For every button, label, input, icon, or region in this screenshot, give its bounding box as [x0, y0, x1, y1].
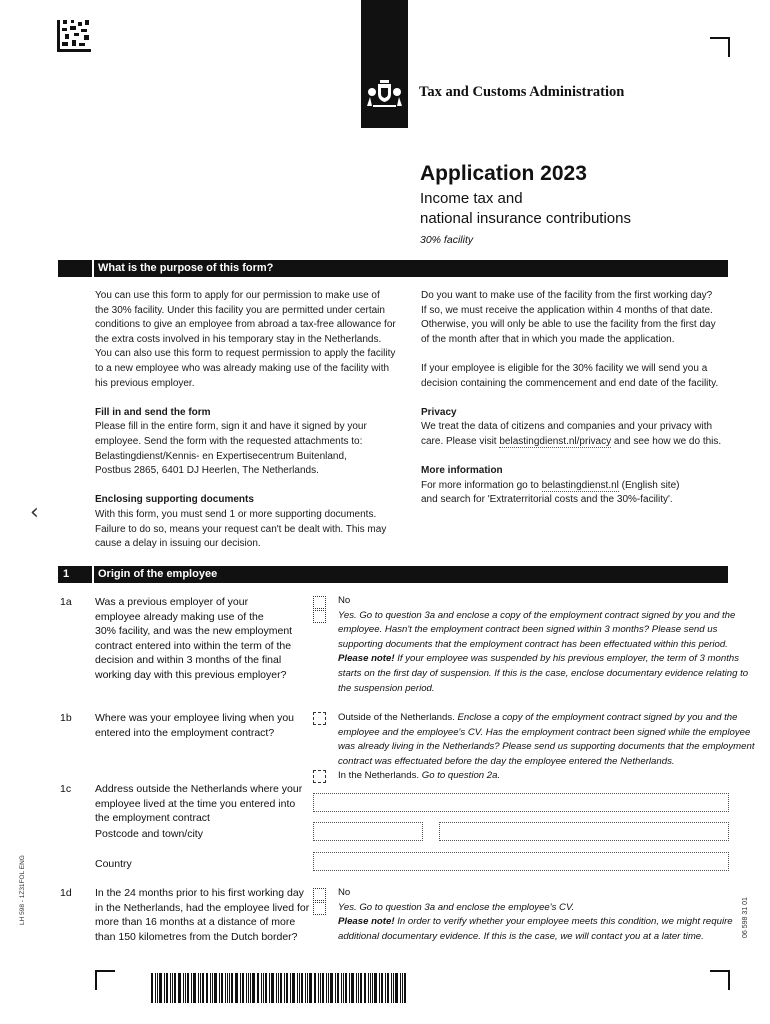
question-1c-text	[95, 782, 302, 826]
section-number: 1	[63, 568, 70, 580]
question-number: 1a	[60, 596, 72, 608]
barcode-bar	[235, 973, 238, 1003]
postcode-label: Postcode and town/city	[95, 828, 203, 840]
text-span: In order to verify whether your employee meets this condition, we might require	[394, 916, 733, 928]
barcode-bar	[372, 973, 373, 1003]
text-line: Please fill in the entire form, sign it and have it signed by your	[95, 421, 367, 433]
text-line: Postbus 2865, 6401 DJ Heerlen, The Netherlands.	[95, 465, 319, 477]
text-line: Address outside the Netherlands where your	[95, 783, 303, 795]
text-line: to a new employee who was already making use of the facility with	[95, 362, 390, 374]
chevron-left-icon: ‹	[30, 500, 39, 525]
barcode-bar	[370, 973, 371, 1003]
text-line: working day with this previous employer?	[95, 668, 287, 681]
checkbox-1a-no[interactable]	[313, 596, 326, 609]
text-line: the employment contract	[95, 812, 210, 825]
barcode-bar	[284, 973, 285, 1003]
barcode-bar	[229, 973, 230, 1003]
barcode-bar	[360, 973, 362, 1003]
crop-mark-bottom-right	[710, 970, 730, 990]
text-line: additional documentary evidence. If this is the case, we will contact you at a later time.	[338, 930, 704, 942]
barcode-bar	[280, 973, 282, 1003]
option-outside-label: Outside of the Netherlands.	[338, 712, 455, 723]
text-line: employee and the employee's CV. Has the employment contract been signed while the employee	[338, 726, 751, 738]
country-label: Country	[95, 858, 132, 870]
barcode-bar	[290, 973, 291, 1003]
text-line: starts on the first day of suspension. If this is the case, enclose documentary evidence relating to	[338, 667, 749, 679]
barcode-bar	[210, 973, 211, 1003]
text-line: cause a delay in issuing our decision.	[95, 538, 261, 550]
privacy-line	[421, 435, 721, 450]
barcode-bar	[246, 973, 247, 1003]
barcode-bar	[219, 973, 220, 1003]
text-line: decision and within 3 months of the final	[95, 654, 282, 667]
text-line: than 150 kilometres from the Dutch border?	[95, 930, 298, 943]
text-line: and search for 'Extraterritorial costs and the 30%-facility'.	[421, 494, 673, 506]
postcode-field[interactable]	[313, 822, 423, 841]
text-line: With this form, you must send 1 or more supporting documents.	[95, 508, 377, 520]
purpose-right-column	[421, 289, 721, 508]
barcode-bar	[358, 973, 359, 1003]
barcode-bar	[242, 973, 244, 1003]
option-no-label: No	[338, 887, 351, 898]
barcode-bar	[381, 973, 383, 1003]
text-span: Go to question 2a.	[419, 770, 501, 782]
barcode-bar	[214, 973, 217, 1003]
form-code-right: 06 598 31 01	[742, 897, 749, 938]
barcode-bar	[286, 973, 288, 1003]
barcode-bar	[368, 973, 369, 1003]
form-subtitle	[420, 189, 631, 229]
barcode-bar	[307, 973, 308, 1003]
privacy-heading: Privacy	[421, 406, 457, 418]
barcode-bar	[393, 973, 394, 1003]
question-number: 1c	[60, 783, 72, 795]
barcode-bar	[187, 973, 189, 1003]
text-line: If your employee is eligible for the 30% facility we will send you a	[421, 362, 708, 374]
checkbox-1b-outside[interactable]	[313, 712, 326, 725]
barcode-bar	[240, 973, 241, 1003]
barcode-bar	[185, 973, 186, 1003]
town-city-field[interactable]	[439, 822, 729, 841]
question-1a-options	[338, 594, 748, 696]
barcode-bar	[345, 973, 347, 1003]
text-line: the 30% facility. Under this facility you are permitted under certain	[95, 304, 385, 316]
barcode-bar	[271, 973, 274, 1003]
text-line: conditions to give an employee from abroad a tax-free allowance for	[95, 319, 396, 331]
barcode-bar	[400, 973, 401, 1003]
crop-mark-top-right	[710, 37, 730, 57]
barcode-bar	[231, 973, 233, 1003]
barcode-bar	[299, 973, 300, 1003]
barcode-bar	[159, 973, 162, 1003]
text-line: Where was your employee living when you	[95, 712, 295, 724]
barcode-bar	[320, 973, 321, 1003]
barcode-bar	[155, 973, 156, 1003]
barcode-bar	[227, 973, 228, 1003]
barcode-bar	[337, 973, 339, 1003]
barcode-bar	[193, 973, 196, 1003]
barcode-bar	[174, 973, 176, 1003]
text-line: of the month after that in which you made the application.	[421, 333, 675, 345]
text-line: employee. Hasn't the employment contract been signed within 3 months? Please send us	[338, 624, 718, 636]
barcode-bar	[257, 973, 259, 1003]
text-span: care. Please visit	[421, 435, 500, 447]
crop-mark-bottom-left	[95, 970, 115, 990]
question-1d-options	[338, 886, 733, 944]
text-line: Otherwise, you will only be able to use the facility from the first day	[421, 319, 716, 331]
barcode-bar	[395, 973, 398, 1003]
question-1b-text	[95, 711, 294, 740]
question-1b-options	[338, 711, 755, 784]
question-1d-text	[95, 886, 309, 944]
text-line: Failure to do so, means your request can't be dealt with. This may	[95, 523, 387, 535]
barcode-bar	[225, 973, 226, 1003]
text-line: Was a previous employer of your	[95, 596, 249, 608]
barcode-bar	[391, 973, 392, 1003]
barcode-bar	[212, 973, 213, 1003]
text-line: decision containing the commencement and end date of the facility.	[421, 377, 719, 389]
text-line: more than 16 months at a distance of more	[95, 916, 296, 929]
text-span: and see how we do this.	[611, 435, 722, 447]
barcode-bar	[379, 973, 380, 1003]
text-line: Do you want to make use of the facility from the first working day?	[421, 290, 713, 301]
checkbox-1b-netherlands[interactable]	[313, 770, 326, 783]
text-line: You can use this form to apply for our permission to make use of	[95, 290, 380, 301]
text-line: the suspension period.	[338, 682, 435, 694]
subtitle-line-1: Income tax and	[420, 190, 523, 207]
option-yes-label: Yes. Go to question 3a and enclose the employee's CV.	[338, 901, 575, 913]
more-info-line	[421, 479, 721, 494]
barcode-bar	[221, 973, 223, 1003]
text-line: employee lived at the time you entered into	[95, 797, 296, 810]
barcode-bar	[261, 973, 262, 1003]
barcode-bar	[309, 973, 312, 1003]
enclose-heading: Enclosing supporting documents	[95, 494, 254, 506]
barcode-bar	[166, 973, 168, 1003]
text-span: (English site)	[618, 479, 680, 491]
text-line: contract was effectuated before the day the employee entered the Netherlands.	[338, 755, 675, 767]
fill-heading: Fill in and send the form	[95, 406, 211, 418]
text-span: For more information go to	[421, 479, 542, 491]
section-heading: Origin of the employee	[98, 568, 218, 580]
barcode-bar	[335, 973, 336, 1003]
barcode-bar	[250, 973, 251, 1003]
barcode-bar	[191, 973, 192, 1003]
country-field[interactable]	[313, 852, 729, 871]
barcode-bar	[356, 973, 357, 1003]
question-1a-text	[95, 595, 292, 683]
barcode-bar	[170, 973, 171, 1003]
barcode-bar	[374, 973, 377, 1003]
text-line: You can also use this form to request permission to apply the facility	[95, 348, 396, 360]
text-line: employee already making use of the	[95, 610, 264, 623]
barcode-bar	[263, 973, 264, 1003]
barcode-bar	[151, 973, 153, 1003]
barcode-bar	[172, 973, 173, 1003]
barcode-bar	[164, 973, 165, 1003]
text-span: Enclose a copy of the employment contract signed by you and the	[454, 712, 738, 723]
barcode-bar	[322, 973, 324, 1003]
text-span: If your employee was suspended by his previous employer, the term of 3 months	[394, 653, 740, 665]
checkbox-1d-yes[interactable]	[313, 902, 326, 915]
barcode-bar	[200, 973, 201, 1003]
barcode-bar	[387, 973, 389, 1003]
barcode-bar	[206, 973, 208, 1003]
barcode-bar	[351, 973, 354, 1003]
text-line: entered into the employment contract?	[95, 726, 275, 739]
checkbox-1a-yes[interactable]	[313, 610, 326, 623]
more-info-link[interactable]: belastingdienst.nl	[541, 479, 619, 491]
organization-name: Tax and Customs Administration	[419, 84, 625, 100]
subtitle-line-2: national insurance contributions	[420, 210, 631, 227]
question-number: 1b	[60, 712, 72, 724]
barcode-bar	[343, 973, 344, 1003]
barcode-bar	[326, 973, 327, 1003]
barcode-bar	[265, 973, 267, 1003]
barcode-bar	[318, 973, 319, 1003]
barcode-bar	[297, 973, 298, 1003]
barcode-bar	[248, 973, 249, 1003]
barcode-bar	[276, 973, 277, 1003]
form-code-left: LH 598 - 1Z31FOL ENG	[19, 855, 26, 925]
barcode-bar	[198, 973, 199, 1003]
purpose-header-bar	[58, 260, 728, 277]
text-line: If so, we must receive the application within 4 months of that date.	[421, 304, 713, 316]
text-line: In the 24 months prior to his first working day	[95, 887, 304, 899]
barcode-bar	[292, 973, 295, 1003]
barcode-bar	[202, 973, 204, 1003]
privacy-link[interactable]: belastingdienst.nl/privacy	[499, 435, 612, 447]
note-label: Please note!	[338, 653, 395, 665]
section-1-header-bar	[58, 566, 728, 583]
barcode-bar	[328, 973, 329, 1003]
purpose-left-column	[95, 289, 396, 552]
text-line: Yes. Go to question 3a and enclose a copy of the employment contract signed by you and the	[338, 609, 736, 621]
checkbox-1d-no[interactable]	[313, 888, 326, 901]
purpose-heading: What is the purpose of this form?	[98, 262, 274, 274]
note-label: Please note!	[338, 916, 395, 928]
barcode-bar	[157, 973, 158, 1003]
datamatrix-code	[57, 20, 91, 52]
text-line: We treat the data of citizens and companies and your privacy with	[421, 421, 713, 433]
barcode-bar	[314, 973, 316, 1003]
text-line: his previous employer.	[95, 377, 195, 389]
barcode-bar	[305, 973, 306, 1003]
option-netherlands-label: In the Netherlands.	[338, 770, 420, 782]
text-line: Belastingdienst/Kennis- en Expertisecentrum Buitenland,	[95, 450, 347, 462]
barcode-bar	[385, 973, 386, 1003]
barcode-bar	[341, 973, 342, 1003]
barcode	[151, 973, 443, 1003]
facility-label: 30% facility	[420, 234, 474, 246]
logo-bar	[361, 0, 408, 128]
barcode-bar	[330, 973, 333, 1003]
text-line: supporting documents that the employment contract has been effectuated within this period.	[338, 638, 728, 650]
barcode-bar	[364, 973, 366, 1003]
barcode-bar	[404, 973, 406, 1003]
question-number: 1d	[60, 887, 72, 899]
barcode-bar	[252, 973, 255, 1003]
text-line: the extra costs involved in his temporary stay in the Netherlands.	[95, 333, 382, 345]
coat-of-arms-icon	[361, 0, 408, 128]
text-line: in the Netherlands, had the employee lived for	[95, 901, 310, 914]
text-line: employee. Send the form with the requested attachments to:	[95, 435, 363, 447]
address-field[interactable]	[313, 793, 729, 812]
barcode-bar	[278, 973, 279, 1003]
barcode-bar	[301, 973, 303, 1003]
barcode-bar	[349, 973, 350, 1003]
form-title: Application 2023	[420, 162, 587, 185]
text-line: was already living in the Netherlands? Please send us supporting documents that the employment	[338, 741, 755, 753]
more-info-heading: More information	[421, 465, 503, 477]
text-line: 30% facility, and was the new employment	[95, 625, 293, 638]
option-no-label: No	[338, 595, 351, 606]
barcode-bar	[402, 973, 403, 1003]
text-line: contract entered into within the term of the	[95, 639, 292, 652]
barcode-bar	[183, 973, 184, 1003]
barcode-bar	[178, 973, 181, 1003]
barcode-bar	[269, 973, 270, 1003]
